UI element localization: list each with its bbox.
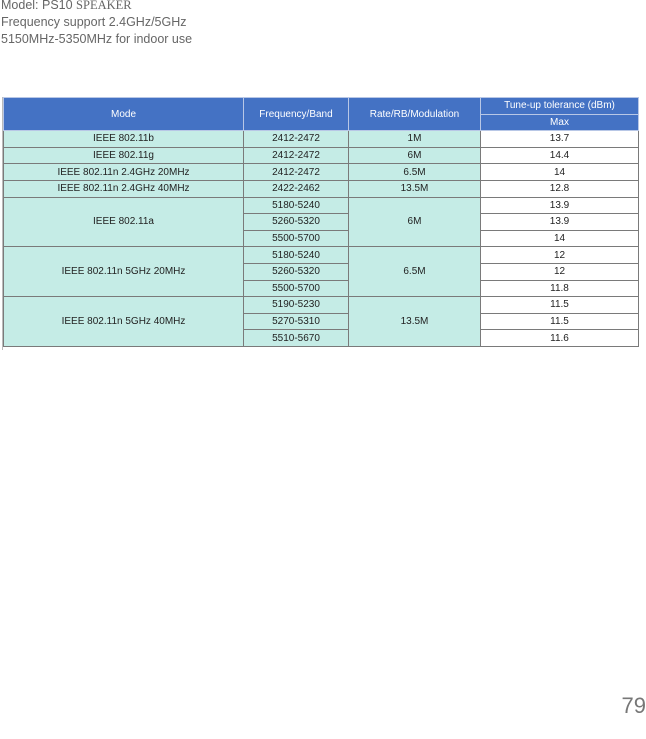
table-row xyxy=(4,180,639,197)
frequency-cell: 5260-5320 xyxy=(244,214,349,231)
header-max: Max xyxy=(481,114,639,131)
table-row xyxy=(4,147,639,164)
table-row xyxy=(4,131,639,148)
table-row xyxy=(4,247,639,264)
frequency-cell: 5260-5320 xyxy=(244,263,349,280)
header-frequency: Frequency/Band xyxy=(244,98,349,131)
max-cell: 14 xyxy=(481,230,639,247)
header-mode: Mode xyxy=(4,98,244,131)
frequency-cell: 2422-2462 xyxy=(244,180,349,197)
model-line xyxy=(1,0,192,14)
max-cell: 11.5 xyxy=(481,313,639,330)
rate-cell: 13.5M xyxy=(349,180,481,197)
frequency-cell: 5500-5700 xyxy=(244,280,349,297)
frequency-cell: 5270-5310 xyxy=(244,313,349,330)
max-cell: 11.6 xyxy=(481,330,639,347)
mode-cell: IEEE 802.11b xyxy=(4,131,244,148)
mode-cell: IEEE 802.11a xyxy=(4,197,244,247)
max-cell: 14.4 xyxy=(481,147,639,164)
rate-cell: 13.5M xyxy=(349,297,481,347)
indoor-use-line: 5150MHz-5350MHz for indoor use xyxy=(1,32,193,46)
max-cell: 14 xyxy=(481,164,639,181)
max-cell: 11.8 xyxy=(481,280,639,297)
frequency-cell: 2412-2472 xyxy=(244,131,349,148)
mode-cell: IEEE 802.11g xyxy=(4,147,244,164)
mode-cell: IEEE 802.11n 2.4GHz 40MHz xyxy=(4,180,244,197)
frequency-cell: 2412-2472 xyxy=(244,164,349,181)
max-cell: 12 xyxy=(481,247,639,264)
frequency-cell: 5500-5700 xyxy=(244,230,349,247)
rate-cell: 1M xyxy=(349,131,481,148)
model-suffix: SPEAKER xyxy=(76,0,132,12)
frequency-cell: 2412-2472 xyxy=(244,147,349,164)
frequency-cell: 5180-5240 xyxy=(244,197,349,214)
max-cell: 11.5 xyxy=(481,297,639,314)
header-rate: Rate/RB/Modulation xyxy=(349,98,481,131)
max-cell: 12.8 xyxy=(481,180,639,197)
rate-cell: 6M xyxy=(349,197,481,247)
page-number: 79 xyxy=(621,693,646,718)
frequency-cell: 5510-5670 xyxy=(244,330,349,347)
mode-cell: IEEE 802.11n 5GHz 20MHz xyxy=(4,247,244,297)
max-cell: 13.9 xyxy=(481,197,639,214)
rate-cell: 6M xyxy=(349,147,481,164)
header-tolerance: Tune-up tolerance (dBm) xyxy=(481,98,639,115)
model-prefix: Model: PS10 xyxy=(1,0,77,12)
frequency-cell: 5190-5230 xyxy=(244,297,349,314)
rate-cell: 6.5M xyxy=(349,164,481,181)
max-cell: 13.7 xyxy=(481,131,639,148)
tune-up-tolerance-table xyxy=(3,97,639,347)
table-row xyxy=(4,297,639,314)
frequency-cell: 5180-5240 xyxy=(244,247,349,264)
mode-cell: IEEE 802.11n 2.4GHz 20MHz xyxy=(4,164,244,181)
rate-cell: 6.5M xyxy=(349,247,481,297)
document-header xyxy=(1,0,192,48)
max-cell: 13.9 xyxy=(481,214,639,231)
frequency-support-line: Frequency support 2.4GHz/5GHz xyxy=(1,15,187,29)
table-row xyxy=(4,164,639,181)
table-row xyxy=(4,197,639,214)
max-cell: 12 xyxy=(481,263,639,280)
mode-cell: IEEE 802.11n 5GHz 40MHz xyxy=(4,297,244,347)
